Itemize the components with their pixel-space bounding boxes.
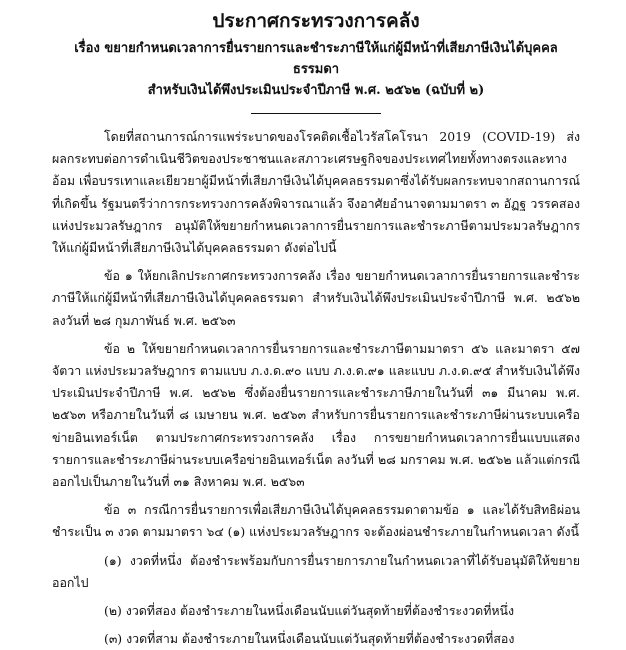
installment-1-item: (๑) งวดที่หนึ่ง ต้องชำระพร้อมกับการยื่นรายการภายในกำหนดเวลาที่ได้รับอนุมัติให้ขยายออกไป xyxy=(52,552,580,590)
clause-3-paragraph: ข้อ ๓ กรณีการยื่นรายการเพื่อเสียภาษีเงินได้บุคคลธรรมดาตามข้อ ๑ และได้รับสิทธิผ่อนชำระเป็น ๓ งวด ตามมาตรา ๖๔ (๑) แห่งประมวลรัษฎากร จะต้องผ่อนชำระภายในกำหนดเวลา ดังนี้ xyxy=(52,502,580,540)
document-title: ประกาศกระทรวงการคลัง xyxy=(212,10,420,32)
subject-line-2: สำหรับเงินได้พึงประเมินประจำปีภาษี พ.ศ. ๒๕๖๒ (ฉบับที่ ๒) xyxy=(147,83,485,98)
installment-2-item: (๒) งวดที่สอง ต้องชำระภายในหนึ่งเดือนนับแต่วันสุดท้ายที่ต้องชำระงวดที่หนึ่ง xyxy=(104,603,515,619)
clause-2-paragraph: ข้อ ๒ ให้ขยายกำหนดเวลาการยื่นรายการและชำระภาษีตามมาตรา ๕๖ และมาตรา ๕๗ จัตวา แห่งประมวลรัษฎากร ตามแบบ ภ.ง.ด.๙๐ แบบ ภ.ง.ด.๙๑ และแบบ ภ.ง.ด.๙๕ สำหรับเงินได้พึงประเมินประจำปีภาษี พ.ศ. ๒๕๖๒ ซึ่งต้องยื่นรายการและชำระภาษีภายในวันที่ ๓๑ มีนาคม พ.ศ. ๒๕๖๓ หรือภายในวันที่ ๘ เมษายน พ.ศ. ๒๕๖๓ สำหรับการยื่นรายการและชำระภาษีผ่านระบบเครือข่ายอินเทอร์เน็ต ตามประกาศกระทรวงการคลัง เรื่อง การขยายกำหนดเวลาการยื่นแบบแสดงรายการและชำระภาษีผ่านระบบเครือข่ายอินเทอร์เน็ต ลงวันที่ ๒๘ มกราคม พ.ศ. ๒๕๖๒ แล้วแต่กรณี ออกไปเป็นภายในวันที่ ๓๑ สิงหาคม พ.ศ. ๒๕๖๓ xyxy=(52,340,580,490)
installment-3-item: (๓) งวดที่สาม ต้องชำระภายในหนึ่งเดือนนับแต่วันสุดท้ายที่ต้องชำระงวดที่สอง xyxy=(104,631,515,647)
preamble-paragraph: โดยที่สถานการณ์การแพร่ระบาดของโรคติดเชื้อไวรัสโคโรนา 2019 (COVID-19) ส่งผลกระทบต่อการดำเนินชีวิตของประชาชนและสภาวะเศรษฐกิจของประเทศไทยทั้งทางตรงและทางอ้อม เพื่อบรรเทาและเยียวยาผู้มีหน้าที่เสียภาษีเงินได้บุคคลธรรมดาซึ่งได้รับผลกระทบจากสถานการณ์ที่เกิดขึ้น รัฐมนตรีว่าการกระทรวงการคลังพิจารณาแล้ว จึงอาศัยอำนาจตามมาตรา ๓ อัฏฐ วรรคสอง แห่งประมวลรัษฎากร อนุมัติให้ขยายกำหนดเวลาการยื่นรายการและชำระภาษีตามประมวลรัษฎากร ให้แก่ผู้มีหน้าที่เสียภาษีเงินได้บุคคลธรรมดา ดังต่อไปนี้ xyxy=(52,129,580,256)
subject-line-1: เรื่อง ขยายกำหนดเวลาการยื่นรายการและชำระภาษีให้แก่ผู้มีหน้าที่เสียภาษีเงินได้บุคคลธรรมดา xyxy=(74,41,558,77)
document-body xyxy=(52,126,580,650)
clause-1-paragraph: ข้อ ๑ ให้ยกเลิกประกาศกระทรวงการคลัง เรื่อง ขยายกำหนดเวลาการยื่นรายการและชำระภาษีให้แก่ผู้มีหน้าที่เสียภาษีเงินได้บุคคลธรรมดา สำหรับเงินได้พึงประเมินประจำปีภาษี พ.ศ. ๒๕๖๒ ลงวันที่ ๒๘ กุมภาพันธ์ พ.ศ. ๒๕๖๓ xyxy=(52,268,580,328)
title-divider xyxy=(251,113,381,114)
